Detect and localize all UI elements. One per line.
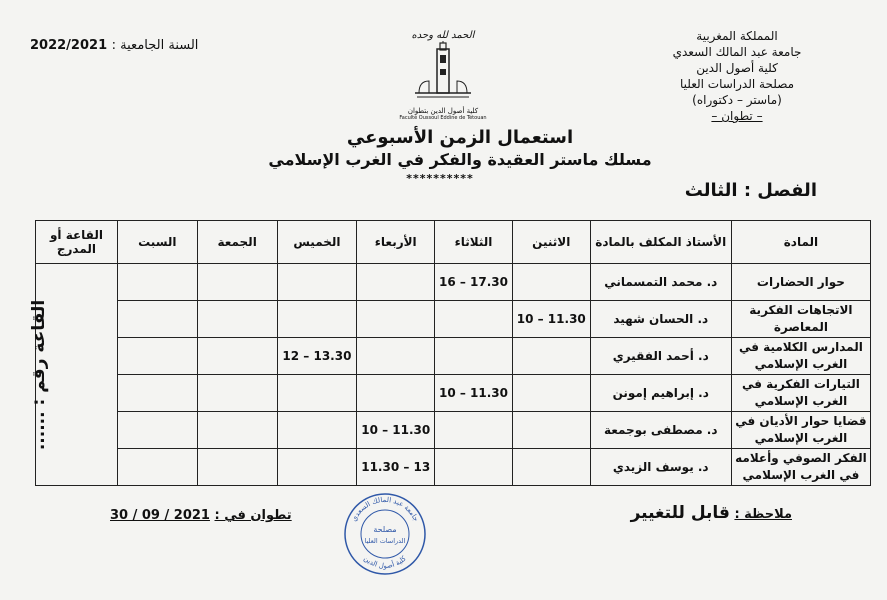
professor-cell: د. الحسان شهيد: [590, 301, 731, 338]
subject-cell: الفكر الصوفي وأعلامه في الغرب الإسلامي: [731, 449, 870, 486]
academic-year-label: السنة الجامعية :: [111, 38, 199, 53]
table-row: [36, 412, 871, 449]
friday-cell: [197, 264, 277, 301]
thursday-cell: 12 – 13.30: [277, 338, 357, 375]
header-saturday: السبت: [117, 221, 197, 264]
thursday-cell: [277, 412, 357, 449]
saturday-cell: [117, 375, 197, 412]
saturday-cell: [117, 301, 197, 338]
header-room: القاعة أو المدرج: [36, 221, 118, 264]
stamp-inner-2: الدراسات العليا: [364, 537, 406, 545]
table-row: [36, 338, 871, 375]
header-tuesday: الثلاثاء: [435, 221, 513, 264]
stamp-outer-path: جامعة عبد المالك السعدي: [349, 495, 421, 523]
change-note: [631, 503, 792, 523]
header-wednesday: الأربعاء: [357, 221, 435, 264]
friday-cell: [197, 301, 277, 338]
institution-header: [617, 28, 857, 124]
thursday-cell: [277, 264, 357, 301]
stars-separator: **********: [406, 172, 474, 185]
header-professor: الأستاذ المكلف بالمادة: [590, 221, 731, 264]
basmala-text: الحمد لله وحده: [411, 30, 475, 41]
table-row: [36, 264, 871, 301]
wednesday-cell: [357, 301, 435, 338]
tuesday-cell: 16 – 17.30: [435, 264, 513, 301]
program-title: مسلك ماستر العقيدة والفكر في الغرب الإسلامي: [268, 150, 652, 169]
tuesday-cell: [435, 338, 513, 375]
monday-cell: [512, 264, 590, 301]
monday-cell: [512, 412, 590, 449]
header-monday: الاثنين: [512, 221, 590, 264]
subject-cell: التيارات الفكرية في الغرب الإسلامي: [731, 375, 870, 412]
tuesday-cell: 10 – 11.30: [435, 375, 513, 412]
saturday-cell: [117, 412, 197, 449]
service-line: مصلحة الدراسات العليا: [679, 77, 795, 91]
friday-cell: [197, 375, 277, 412]
stamp-inner-1: مصلحة: [373, 525, 397, 534]
official-stamp-icon: [343, 492, 427, 576]
header-friday: الجمعة: [197, 221, 277, 264]
thursday-cell: [277, 375, 357, 412]
academic-year-value: 2022/2021: [30, 38, 108, 53]
tuesday-cell: [435, 449, 513, 486]
schedule-table: [28, 220, 871, 486]
friday-cell: [197, 338, 277, 375]
logo-caption-fr: Faculté Oussoul Eddine de Tétouan: [399, 115, 487, 121]
note-label: ملاحظة :: [734, 507, 792, 522]
wednesday-cell: 10 – 11.30: [357, 412, 435, 449]
kingdom-line: المملكة المغربية: [696, 29, 778, 43]
semester-label: الفصل : الثالث: [684, 180, 817, 201]
table-row: [36, 301, 871, 338]
minaret-logo-icon: [413, 41, 473, 103]
professor-cell: د. مصطفى بوجمعة: [590, 412, 731, 449]
header-thursday: الخميس: [277, 221, 357, 264]
logo-caption: كلية أصول الدين بتطوان: [407, 107, 479, 115]
city-line: – تطوان –: [711, 109, 763, 123]
room-value: القاعة رقم : ......: [28, 299, 49, 450]
wednesday-cell: [357, 264, 435, 301]
tuesday-cell: [435, 301, 513, 338]
subject-cell: حوار الحضارات: [731, 264, 870, 301]
professor-cell: د. محمد التمسماني: [590, 264, 731, 301]
saturday-cell: [117, 338, 197, 375]
friday-cell: [197, 412, 277, 449]
room-cell: [28, 264, 118, 486]
levels-line: (ماستر – دكتوراه): [692, 93, 782, 107]
subject-cell: قضايا حوار الأديان في الغرب الإسلامي: [731, 412, 870, 449]
wednesday-cell: 11.30 – 13: [357, 449, 435, 486]
table-header-row: [36, 221, 871, 264]
wednesday-cell: [357, 338, 435, 375]
professor-cell: د. أحمد الفقيري: [590, 338, 731, 375]
monday-cell: [512, 338, 590, 375]
monday-cell: [512, 375, 590, 412]
saturday-cell: [117, 449, 197, 486]
thursday-cell: [277, 301, 357, 338]
stamp-bottom-path: كلية أصول الدين: [362, 554, 408, 571]
header-subject: المادة: [731, 221, 870, 264]
tuesday-cell: [435, 412, 513, 449]
professor-cell: د. إبراهيم إمونن: [590, 375, 731, 412]
academic-year: [30, 38, 198, 53]
professor-cell: د. يوسف الزيدي: [590, 449, 731, 486]
monday-cell: 10 – 11.30: [512, 301, 590, 338]
faculty-line: كلية أصول الدين: [696, 61, 778, 75]
subject-cell: المدارس الكلامية في الغرب الإسلامي: [731, 338, 870, 375]
stamp-bottom-text: [362, 554, 408, 570]
note-value: قابل للتغيير: [630, 503, 730, 523]
friday-cell: [197, 449, 277, 486]
thursday-cell: [277, 449, 357, 486]
university-line: جامعة عبد المالك السعدي: [672, 45, 802, 59]
issue-date: [110, 508, 292, 523]
faculty-logo: [395, 30, 491, 121]
stamp-outer-text: [350, 496, 420, 523]
table-row: [36, 375, 871, 412]
monday-cell: [512, 449, 590, 486]
page-title: استعمال الزمن الأسبوعي: [346, 127, 574, 148]
saturday-cell: [117, 264, 197, 301]
date-value: 30 / 09 / 2021: [110, 508, 210, 523]
table-row: [36, 449, 871, 486]
wednesday-cell: [357, 375, 435, 412]
date-label: تطوان في :: [214, 508, 292, 523]
subject-cell: الاتجاهات الفكرية المعاصرة: [731, 301, 870, 338]
